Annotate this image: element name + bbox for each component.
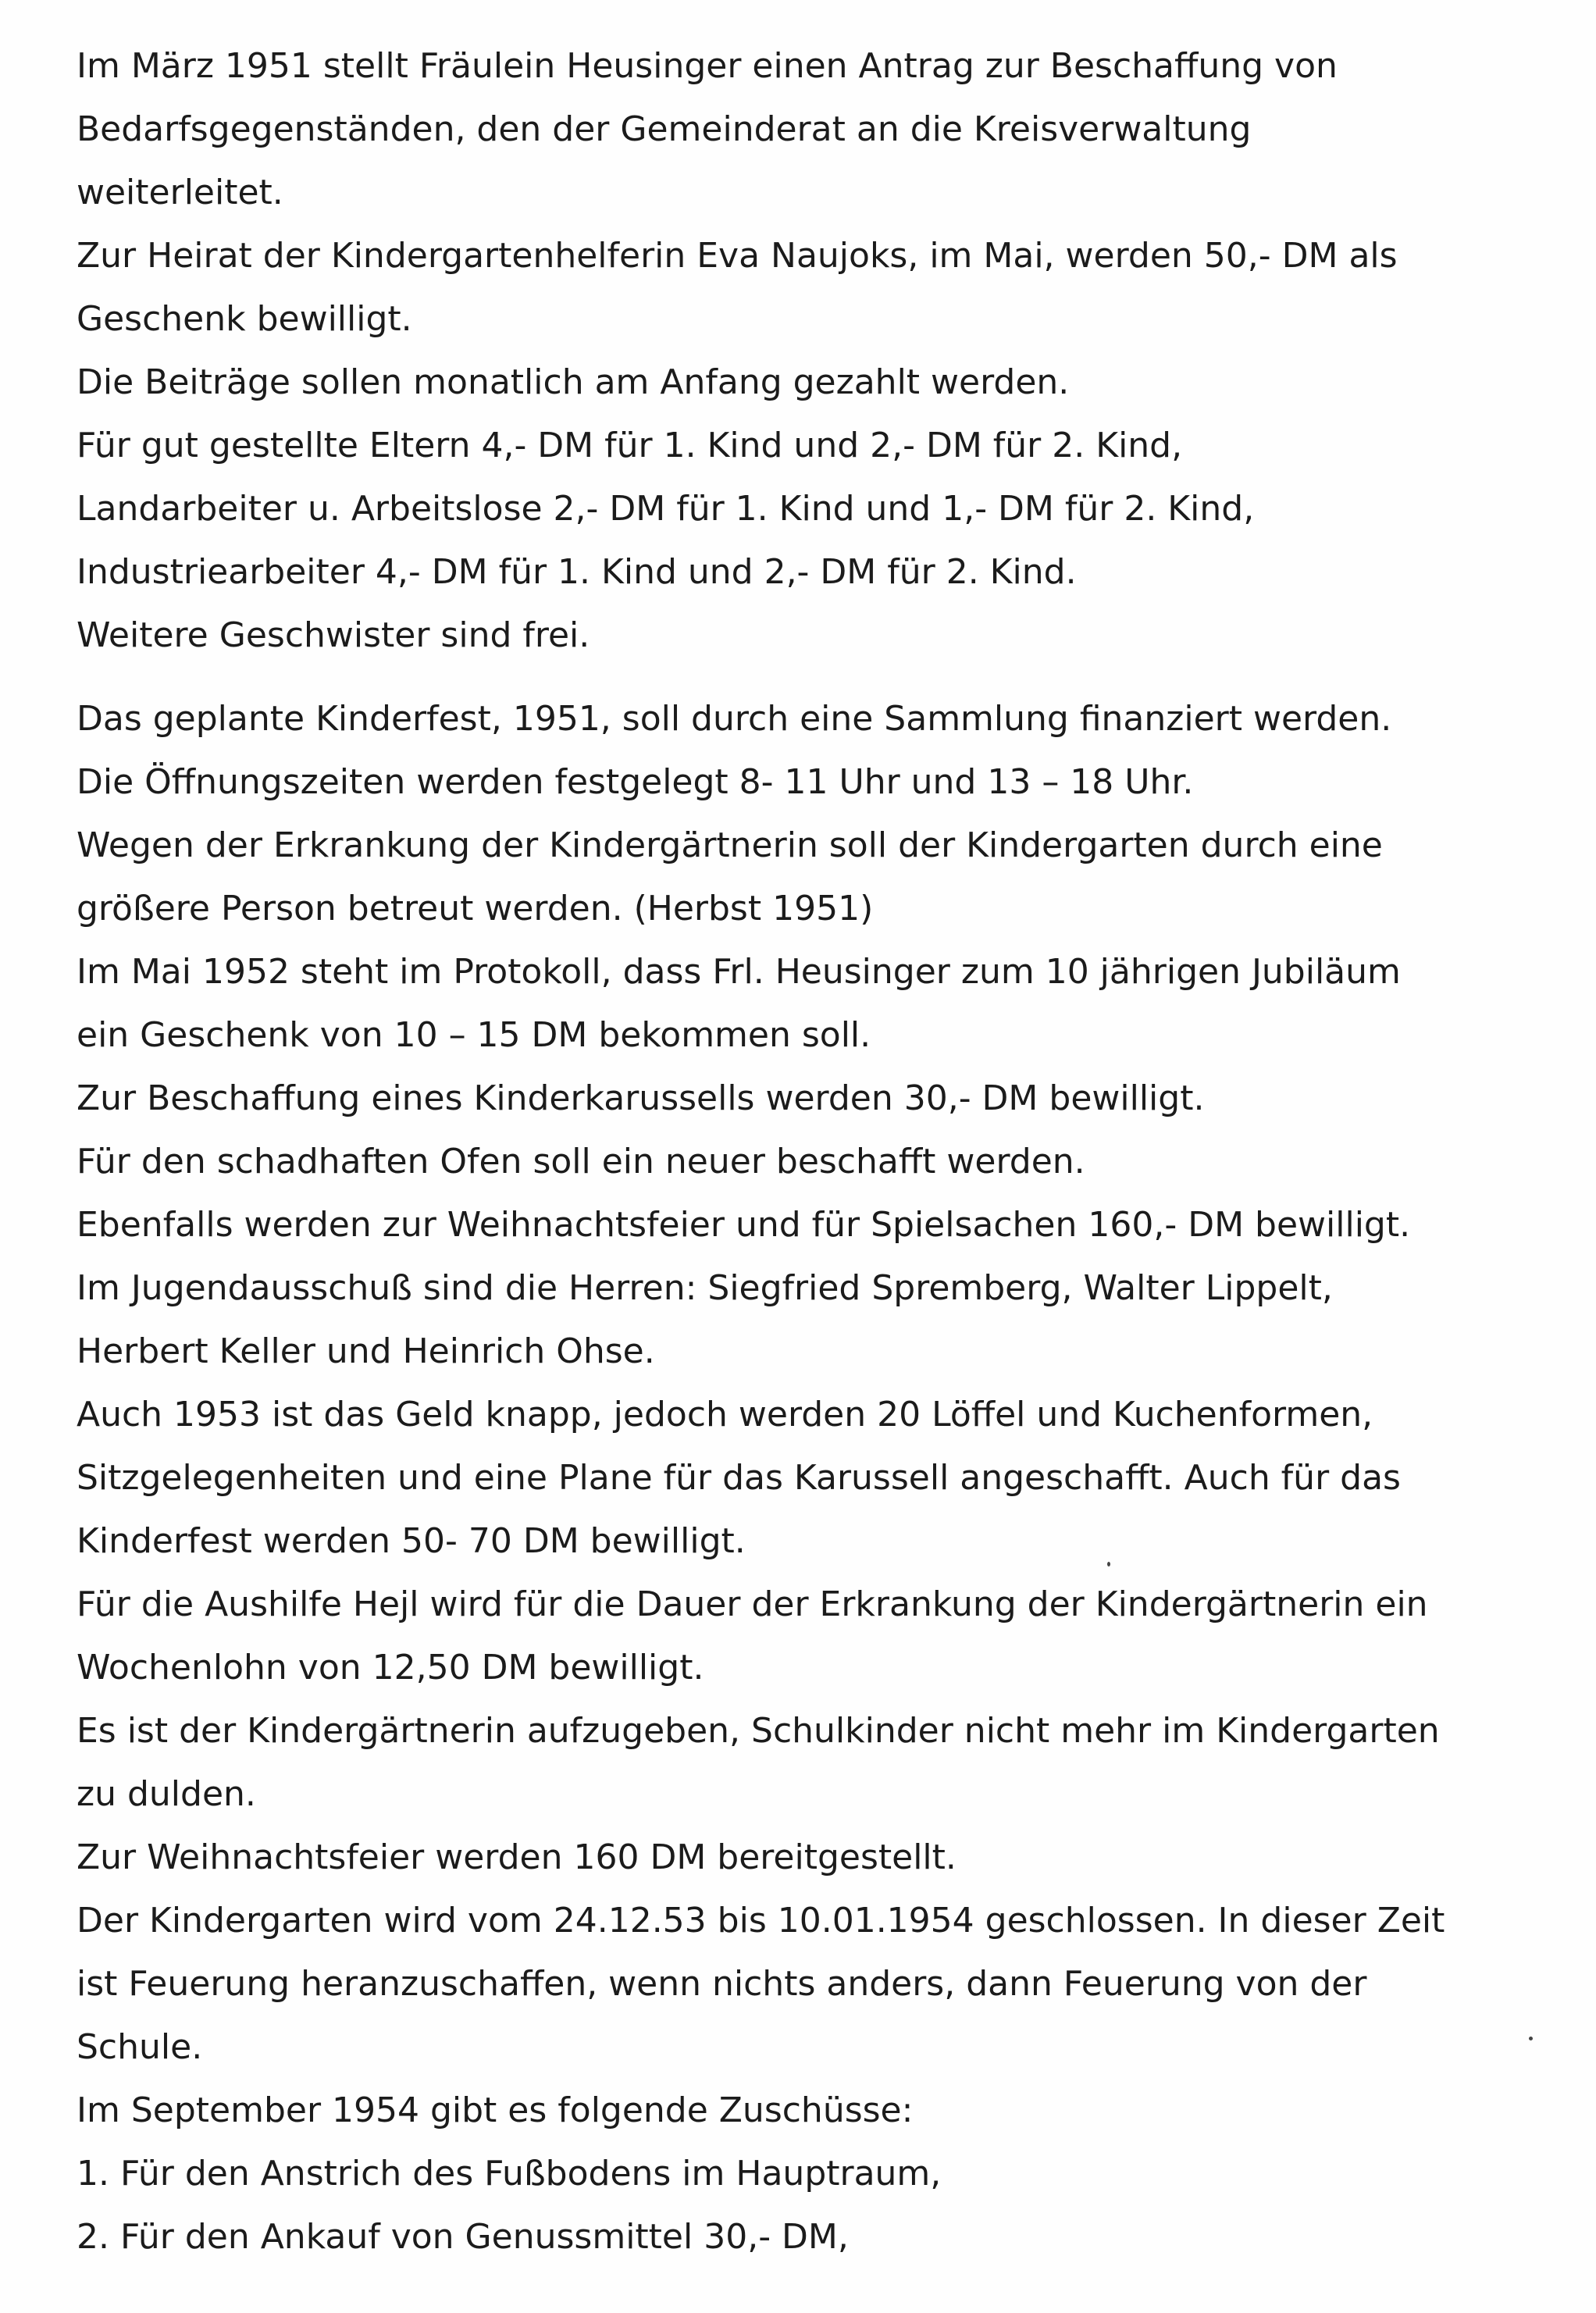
- text-line: ist Feuerung heranzuschaffen, wenn nichts anders, dann Feuerung von der: [77, 1964, 1367, 2004]
- text-line: Zur Weihnachtsfeier werden 160 DM bereitgestellt.: [77, 1837, 957, 1877]
- text-line: Im Mai 1952 steht im Protokoll, dass Frl. Heusinger zum 10 jährigen Jubiläum: [77, 952, 1401, 992]
- document-text: [77, 34, 1576, 2268]
- text-line: Schule.: [77, 2027, 203, 2067]
- text-line: ein Geschenk von 10 – 15 DM bekommen soll.: [77, 1015, 871, 1055]
- text-line: Für die Aushilfe Hejl wird für die Dauer der Erkrankung der Kindergärtnerin ein: [77, 1584, 1428, 1624]
- text-line: Für gut gestellte Eltern 4,- DM für 1. Kind und 2,- DM für 2. Kind,: [77, 426, 1183, 465]
- text-line: Das geplante Kinderfest, 1951, soll durch eine Sammlung finanziert werden.: [77, 699, 1392, 739]
- text-line: Bedarfsgegenständen, den der Gemeinderat an die Kreisverwaltung: [77, 109, 1252, 149]
- text-line: Herbert Keller und Heinrich Ohse.: [77, 1331, 655, 1371]
- text-line: Es ist der Kindergärtnerin aufzugeben, Schulkinder nicht mehr im Kindergarten: [77, 1711, 1440, 1751]
- text-line: Im März 1951 stellt Fräulein Heusinger einen Antrag zur Beschaffung von: [77, 46, 1338, 86]
- text-line: Sitzgelegenheiten und eine Plane für das Karussell angeschafft. Auch für das: [77, 1458, 1401, 1498]
- text-line: 1. Für den Anstrich des Fußbodens im Hauptraum,: [77, 2154, 942, 2194]
- paragraph-1: [77, 34, 1576, 667]
- paragraph-2: [77, 687, 1576, 2268]
- text-line: Der Kindergarten wird vom 24.12.53 bis 10.01.1954 geschlossen. In dieser Zeit: [77, 1901, 1445, 1941]
- text-line: Zur Beschaffung eines Kinderkarussells werden 30,- DM bewilligt.: [77, 1078, 1205, 1118]
- text-line: Kinderfest werden 50- 70 DM bewilligt.: [77, 1521, 746, 1561]
- text-line: Auch 1953 ist das Geld knapp, jedoch werden 20 Löffel und Kuchenformen,: [77, 1395, 1373, 1434]
- text-line: Die Öffnungszeiten werden festgelegt 8- 11 Uhr und 13 – 18 Uhr.: [77, 762, 1194, 802]
- text-line: größere Person betreut werden. (Herbst 1951): [77, 889, 874, 928]
- text-line: Zur Heirat der Kindergartenhelferin Eva Naujoks, im Mai, werden 50,- DM als: [77, 236, 1398, 276]
- text-line: Im September 1954 gibt es folgende Zuschüsse:: [77, 2090, 914, 2130]
- scan-speck: [1529, 2037, 1533, 2040]
- text-line: weiterleitet.: [77, 173, 283, 212]
- text-line: zu dulden.: [77, 1774, 256, 1814]
- text-line: Wegen der Erkrankung der Kindergärtnerin soll der Kindergarten durch eine: [77, 825, 1383, 865]
- text-line: Wochenlohn von 12,50 DM bewilligt.: [77, 1648, 704, 1688]
- text-line: 2. Für den Ankauf von Genussmittel 30,- DM,: [77, 2217, 849, 2257]
- scan-speck: [1107, 1562, 1110, 1566]
- text-line: Landarbeiter u. Arbeitslose 2,- DM für 1. Kind und 1,- DM für 2. Kind,: [77, 489, 1255, 529]
- paragraph-gap: [77, 667, 1576, 687]
- text-line: Für den schadhaften Ofen soll ein neuer beschafft werden.: [77, 1142, 1085, 1181]
- text-line: Ebenfalls werden zur Weihnachtsfeier und für Spielsachen 160,- DM bewilligt.: [77, 1205, 1411, 1245]
- text-line: Weitere Geschwister sind frei.: [77, 615, 590, 655]
- text-line: Im Jugendausschuß sind die Herren: Siegfried Spremberg, Walter Lippelt,: [77, 1268, 1333, 1308]
- text-line: Geschenk bewilligt.: [77, 299, 412, 339]
- text-line: Die Beiträge sollen monatlich am Anfang gezahlt werden.: [77, 362, 1070, 402]
- text-line: Industriearbeiter 4,- DM für 1. Kind und 2,- DM für 2. Kind.: [77, 552, 1077, 592]
